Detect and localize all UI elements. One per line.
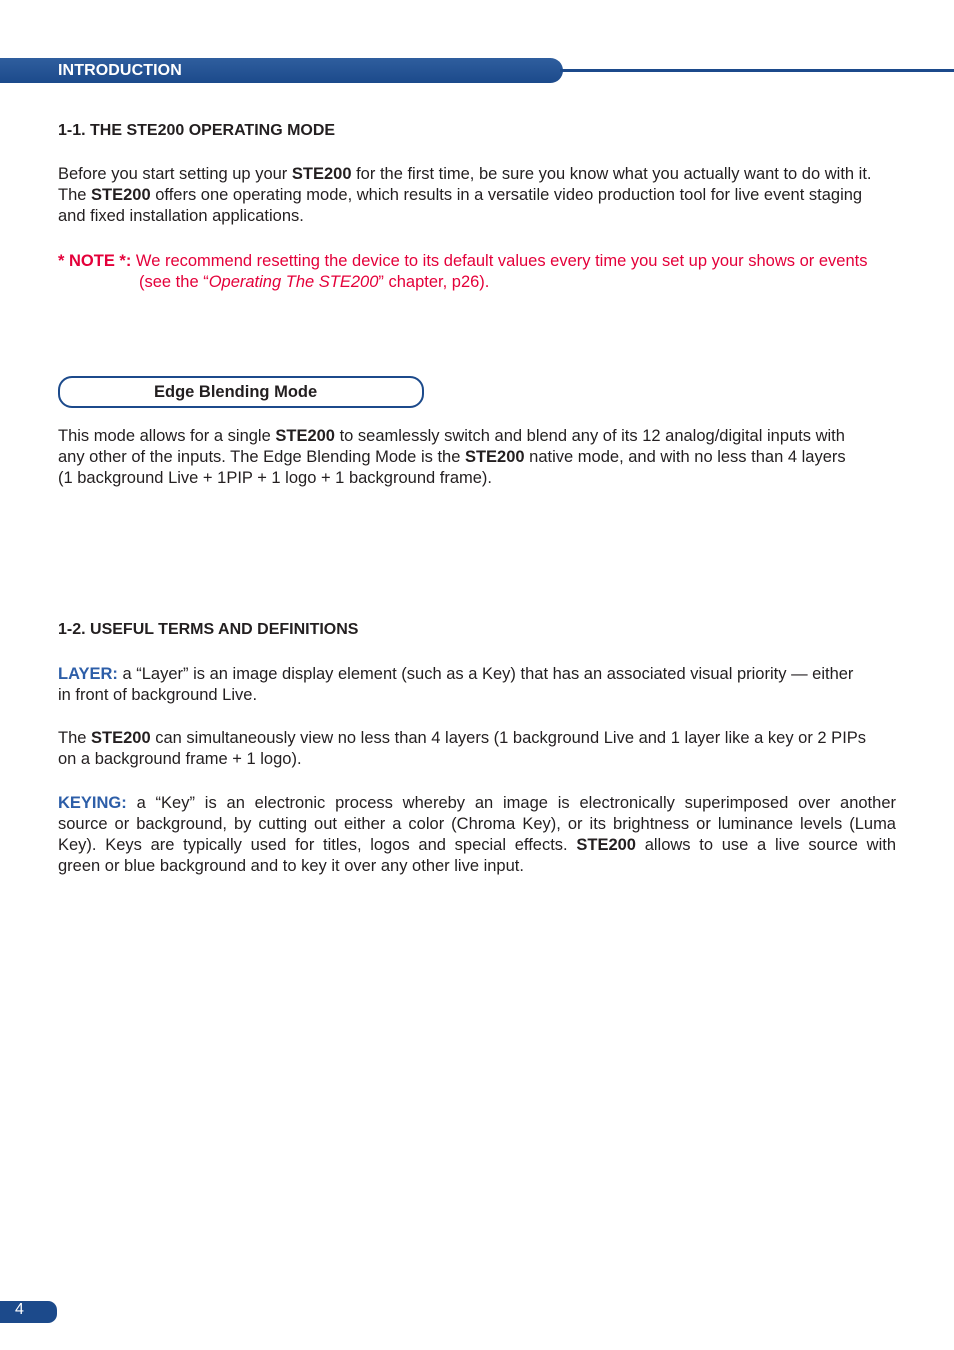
mode-title-box — [58, 376, 424, 408]
note-paragraph: * NOTE *: We recommend resetting the device to its default values every time you set up your shows or events (see the “Operating The STE200” chapter, p26). — [58, 252, 868, 291]
layers-paragraph: The STE200 can simultaneously view no less than 4 layers (1 background Live and 1 layer like a key or 2 PIPs on a background frame + 1 logo). — [58, 729, 867, 768]
product-name: STE200 — [291, 165, 352, 183]
term-keying: KEYING: — [58, 794, 127, 812]
product-name: STE200 — [91, 186, 151, 204]
keying-definition: KEYING: a “Key” is an electronic process whereby an image is electronically superimposed over another source or background, by cutting out either a color (Chroma Key), or its brightness or luminance levels (Luma Key). Keys are typically used for titles, logos and special effects. STE200 allows to use a live source with green or blue background and to key it over any other live input. — [58, 794, 896, 875]
section-header-title: INTRODUCTION — [58, 62, 182, 79]
note-label: * NOTE *: — [58, 252, 132, 270]
layer-definition: LAYER: a “Layer” is an image display element (such as a Key) that has an associated visual priority — either in front of background Live. — [58, 665, 854, 704]
product-name: STE200 — [91, 729, 151, 747]
mode-description: This mode allows for a single STE200 to seamlessly switch and blend any of its 12 analog/digital inputs with any other of the inputs. The Edge Blending Mode is the STE200 native mode, and with no less than 4 layers (1 background Live + 1PIP + 1 logo + 1 background frame). — [58, 427, 846, 487]
product-name: STE200 — [275, 427, 335, 445]
page-number-tab — [0, 1301, 57, 1323]
product-name: STE200 — [464, 448, 525, 466]
mode-title: Edge Blending Mode — [154, 383, 318, 401]
section-header-bar — [0, 58, 563, 83]
term-layer: LAYER: — [58, 665, 118, 683]
header-rule — [560, 69, 954, 72]
page-number: 4 — [15, 1301, 24, 1318]
product-name: STE200 — [576, 836, 636, 854]
chapter-reference: Operating The STE200 — [208, 273, 379, 291]
section-heading-terms: 1-2. USEFUL TERMS AND DEFINITIONS — [58, 621, 359, 638]
section-heading-operating-mode: 1-1. THE STE200 OPERATING MODE — [58, 122, 336, 139]
intro-paragraph: Before you start setting up your STE200 for the first time, be sure you know what you actually want to do with it. The STE200 offers one operating mode, which results in a versatile video production tool for live event staging and fixed installation applications. — [58, 165, 872, 225]
